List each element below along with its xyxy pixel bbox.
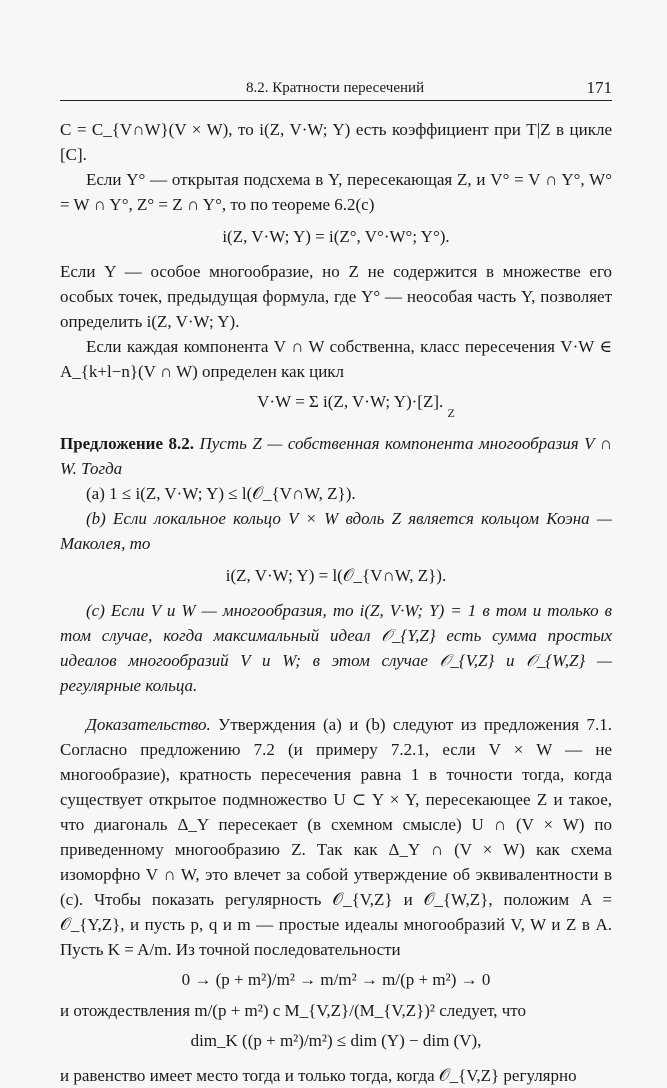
- formula-2-sum-index: Z: [447, 406, 455, 420]
- section-title: 8.2. Кратности пересечений: [246, 80, 425, 96]
- paragraph-6: и равенство имеет место тогда и только тогда, когда 𝒪_{V,Z} регулярно: [60, 1066, 577, 1085]
- paragraph-3: Если Y — особое многообразие, но Z не содержится в множестве его особых точек, предыдущая формула, где Y° — неособая часть Y, позволяет определить i(Z, V·W; Y).: [60, 262, 612, 331]
- item-b: (b) Если локальное кольцо V × W вдоль Z является кольцом Коэна — Маколея, то: [60, 509, 612, 553]
- item-a: (a) 1 ≤ i(Z, V·W; Y) ≤ l(𝒪_{V∩W, Z}).: [86, 484, 356, 503]
- page-number: 171: [586, 78, 612, 97]
- proposition-label: Предложение 8.2.: [60, 434, 194, 453]
- formula-3: i(Z, V·W; Y) = l(𝒪_{V∩W, Z}).: [225, 566, 447, 585]
- formula-2-expression: V·W = Σ i(Z, V·W; Y)·[Z].: [257, 392, 444, 411]
- formula-5: dim_K ((p + m²)/m²) ≤ dim (Y) − dim (V),: [190, 1031, 482, 1050]
- paragraph-2: Если Y° — открытая подсхема в Y, пересекающая Z, и V° = V ∩ Y°, W° = W ∩ Y°, Z° = Z ∩ Y°, то по теореме 6.2(c): [60, 170, 612, 214]
- book-page: [60, 78, 612, 1088]
- running-head: [60, 78, 612, 101]
- formula-1: i(Z, V·W; Y) = i(Z°, V°·W°; Y°).: [222, 227, 450, 246]
- paragraph-4: Если каждая компонента V ∩ W собственна, класс пересечения V·W ∈ A_{k+l−n}(V ∩ W) определен как цикл: [60, 337, 612, 381]
- item-c: (c) Если V и W — многообразия, то i(Z, V·W; Y) = 1 в том и только в том случае, когда максимальный идеал 𝒪_{Y,Z} есть сумма простых идеалов многообразий V и W; в этом случае 𝒪_{V,Z} и 𝒪_{W,Z} — регулярные кольца.: [60, 601, 612, 695]
- proof-text: Утверждения (a) и (b) следуют из предложения 7.1. Согласно предложению 7.2 (и примеру 7.2.1, если V × W — не многообразие), кратность пересечения равна 1 в точности тогда, когда существует открытое подмножество U ⊂ Y × Y, пересекающее Z и такое, что диагональ Δ_Y пересекает (в схемном смысле) U ∩ (V × W) по приведенному многообразию Z. Так как Δ_Y ∩ (V × W) как схема изоморфно V ∩ W, это влечет за собой утверждение об эквивалентности в (c). Чтобы показать регулярность 𝒪_{V,Z} и 𝒪_{W,Z}, положим A = 𝒪_{Y,Z}, и пусть p, q и m — простые идеалы многообразий V, W и Z в A. Пусть K = A/m. Из точной последовательности: [60, 715, 612, 959]
- proposition-intro: Пусть Z — собственная компонента многообразия V ∩ W. Тогда: [60, 434, 613, 478]
- proof-label: Доказательство.: [86, 715, 211, 734]
- formula-4: 0 → (p + m²)/m² → m/m² → m/(p + m²) → 0: [181, 970, 491, 989]
- paragraph-1: C = C_{V∩W}(V × W), то i(Z, V·W; Y) есть коэффициент при T|Z в цикле [C].: [60, 120, 612, 164]
- proposition: [60, 431, 612, 481]
- formula-2: [60, 388, 612, 420]
- proof: [60, 712, 612, 962]
- paragraph-5: и отождествления m/(p + m²) с M_{V,Z}/(M_{V,Z})² следует, что: [60, 1001, 526, 1020]
